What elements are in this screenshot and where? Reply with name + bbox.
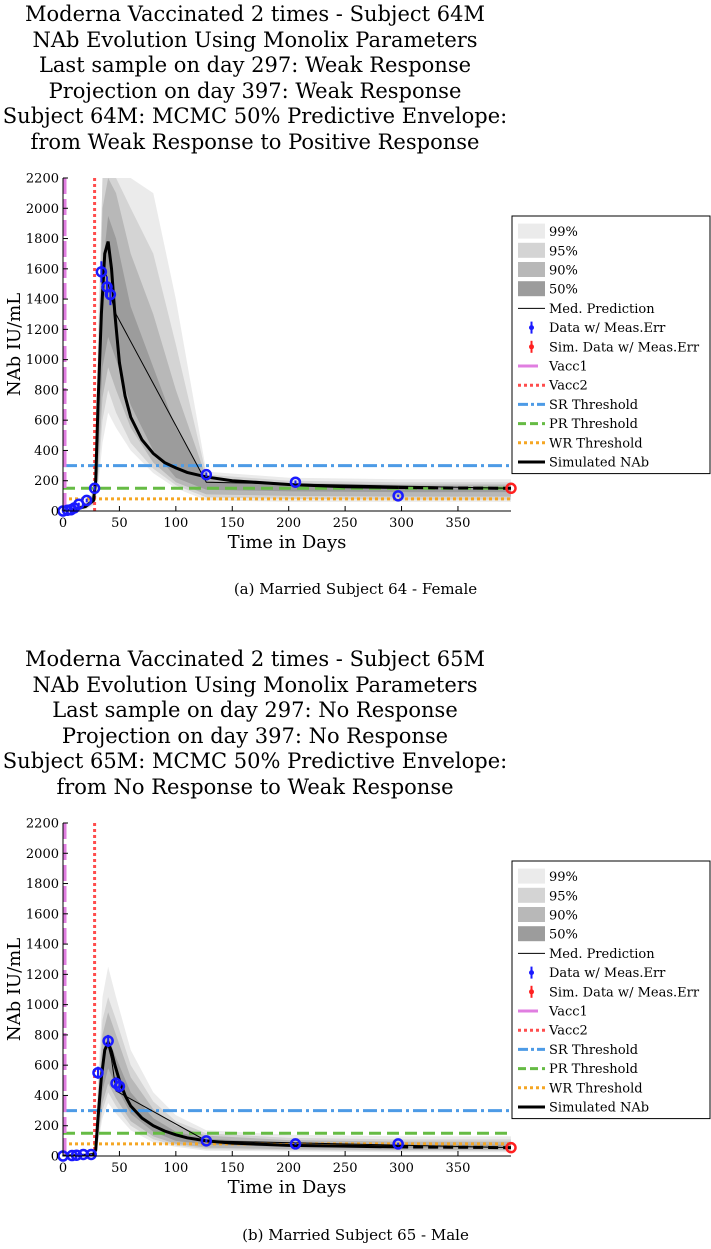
title-line: from No Response to Weak Response [56,774,454,799]
x-tick-label: 200 [276,516,302,531]
y-tick-label: 1000 [25,353,59,369]
x-tick-label: 150 [219,1161,245,1176]
y-tick-label: 1200 [25,322,59,338]
title-line: Subject 65M: MCMC 50% Predictive Envelope: [2,749,508,773]
title-line: Projection on day 397: Weak Response [48,78,462,103]
legend-label-pr: PR Threshold [549,1062,638,1078]
x-tick-label: 50 [111,1161,128,1176]
y-tick-label: 2000 [25,846,59,862]
x-tick-label: 150 [219,516,245,531]
chart-b [0,815,711,1215]
legend-label-band90: 90% [549,908,578,924]
x-tick-label: 0 [58,1161,68,1176]
x-tick-label: 200 [276,1161,302,1176]
y-tick-label: 1600 [25,907,59,923]
y-tick-label: 800 [34,1028,59,1044]
x-tick-label: 350 [445,516,471,531]
title-line: Moderna Vaccinated 2 times - Subject 65M [25,647,485,671]
x-tick-label: 100 [163,516,189,531]
y-tick-label: 1400 [25,292,59,308]
legend-label-sim: Simulated NAb [549,455,650,471]
legend-label-median: Med. Prediction [549,946,655,962]
x-tick-label: 250 [332,516,358,531]
legend-label-band99: 99% [549,870,578,886]
legend-label-vacc2: Vacc2 [549,1023,588,1039]
y-tick-label: 1800 [25,877,59,893]
y-tick-label: 1600 [25,262,59,278]
legend-swatch-band50 [518,926,545,941]
legend-label-band95: 95% [549,889,578,905]
legend-swatch-band99 [518,869,545,884]
y-tick-label: 400 [34,1088,59,1104]
x-tick-label: 100 [163,1161,189,1176]
x-tick-label: 300 [389,1161,414,1176]
title-line: Last sample on day 297: Weak Response [38,53,472,77]
title-line: Moderna Vaccinated 2 times - Subject 64M [25,2,485,26]
legend-label-pr: PR Threshold [549,417,638,433]
y-tick-label: 1800 [25,232,59,248]
chart-title [0,647,510,800]
y-tick-label: 600 [34,413,59,429]
title-line: Last sample on day 297: No Response [52,698,458,722]
y-tick-label: 2000 [25,201,59,217]
x-tick-label: 350 [445,1161,471,1176]
legend-label-simdata: Sim. Data w/ Meas.Err [549,985,700,1001]
legend-label-band50: 50% [549,282,578,298]
y-tick-label: 2200 [25,816,59,832]
figure-caption: (b) Married Subject 65 - Male [242,1226,469,1244]
y-tick-label: 200 [34,1119,59,1135]
y-tick-label: 1400 [25,937,59,953]
y-tick-label: 200 [34,474,59,490]
x-axis-label: Time in Days [227,532,347,553]
legend-label-band99: 99% [549,225,578,241]
x-tick-label: 50 [111,516,128,531]
legend-label-sr: SR Threshold [549,397,639,413]
legend-swatch-band90 [518,907,545,922]
x-tick-label: 250 [332,1161,358,1176]
legend-label-vacc1: Vacc1 [549,359,588,375]
legend-label-band90: 90% [549,263,578,279]
legend-label-wr: WR Threshold [549,436,643,452]
title-line: NAb Evolution Using Monolix Parameters [32,27,478,52]
title-line: Subject 64M: MCMC 50% Predictive Envelope: [2,104,508,128]
legend-label-wr: WR Threshold [549,1081,643,1097]
y-tick-label: 800 [34,383,59,399]
y-tick-label: 2200 [25,171,59,187]
y-tick-label: 1000 [25,998,59,1014]
legend-label-vacc2: Vacc2 [549,378,588,394]
legend-label-sim: Simulated NAb [549,1100,650,1116]
x-tick-label: 300 [389,516,414,531]
y-axis-label: NAb IU/mL [4,292,25,397]
y-tick-label: 0 [50,504,59,520]
legend-label-median: Med. Prediction [549,301,655,317]
legend-swatch-band95 [518,888,545,903]
title-line: NAb Evolution Using Monolix Parameters [32,672,478,697]
y-tick-label: 600 [34,1058,59,1074]
title-line: Projection on day 397: No Response [61,723,449,748]
legend-marker-simdata [529,989,534,994]
y-axis-label: NAb IU/mL [4,937,25,1042]
y-tick-label: 0 [50,1149,59,1165]
figure-caption: (a) Married Subject 64 - Female [233,580,478,598]
legend-label-band95: 95% [549,244,578,260]
title-line: from Weak Response to Positive Response [30,129,480,154]
legend-label-band50: 50% [549,927,578,943]
legend-label-simdata: Sim. Data w/ Meas.Err [549,340,700,356]
legend-marker-data [529,970,534,975]
y-tick-label: 400 [34,443,59,459]
legend-label-data: Data w/ Meas.Err [549,966,666,982]
x-axis-label: Time in Days [227,1177,347,1198]
legend-label-data: Data w/ Meas.Err [549,321,666,337]
x-tick-label: 0 [58,516,68,531]
legend-label-vacc1: Vacc1 [549,1004,588,1020]
legend-label-sr: SR Threshold [549,1042,639,1058]
y-tick-label: 1200 [25,967,59,983]
